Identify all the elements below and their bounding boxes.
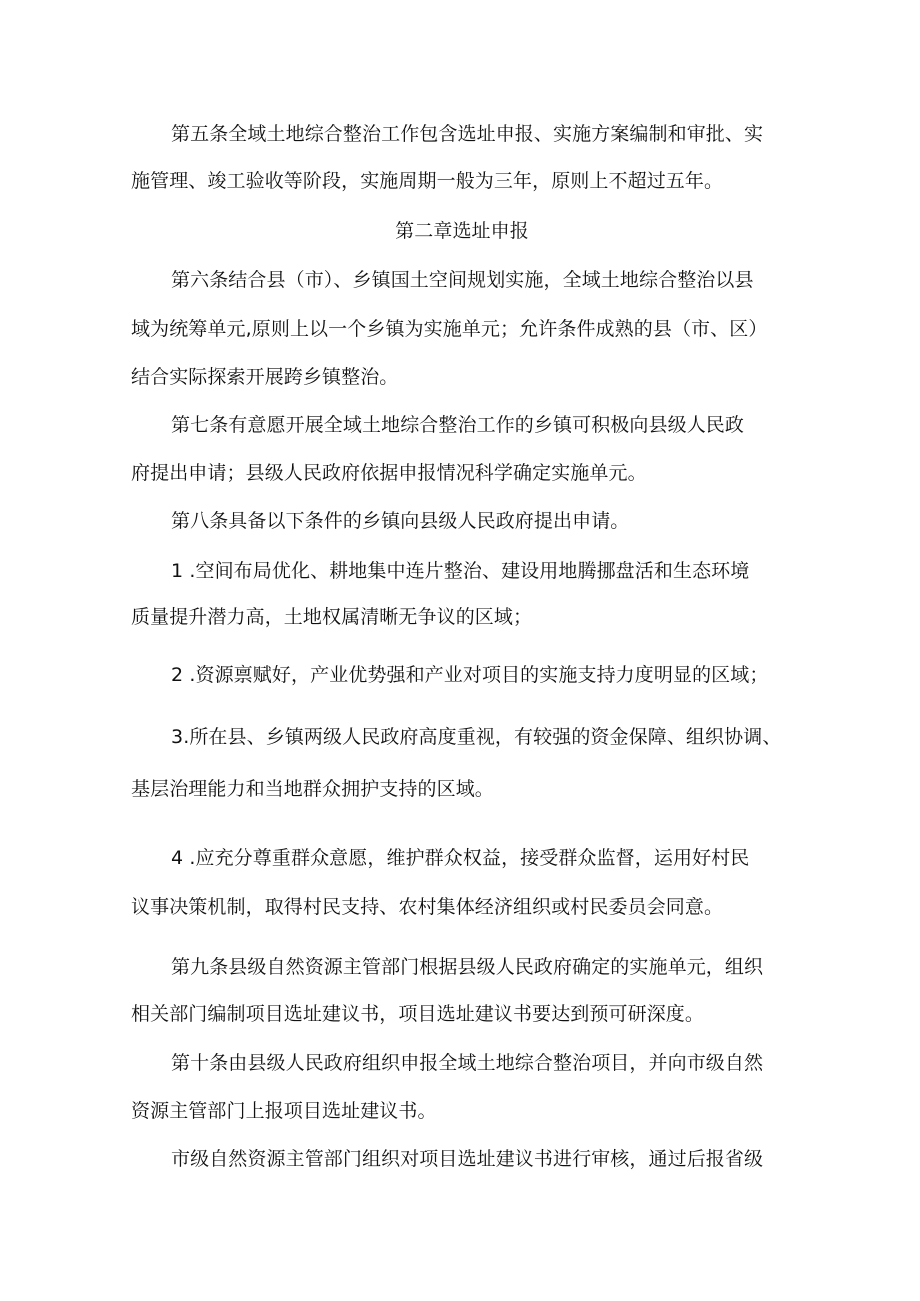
article-5-line-1: 第五条全域土地综合整治工作包含选址申报、实施方案编制和审批、实 xyxy=(171,123,764,145)
article-8-line-1: 第八条具备以下条件的乡镇向县级人民政府提出申请。 xyxy=(171,510,630,532)
article-9-line-1: 第九条县级自然资源主管部门根据县级人民政府确定的实施单元，组织 xyxy=(171,956,764,978)
article-6-line-3: 结合实际探索开展跨乡镇整治。 xyxy=(131,366,399,388)
article-5-line-2: 施管理、竣工验收等阶段，实施周期一般为三年，原则上不超过五年。 xyxy=(131,170,724,192)
chapter-heading: 第二章选址申报 xyxy=(395,220,529,242)
item-3-line-1: 3.所在县、乡镇两级人民政府高度重视，有较强的资金保障、组织协调、 xyxy=(171,726,782,748)
item-1-line-2: 质量提升潜力高，土地权属清晰无争议的区域； xyxy=(131,606,533,628)
item-4-line-2: 议事决策机制，取得村民支持、农村集体经济组织或村民委员会同意。 xyxy=(131,896,724,918)
article-10-para-2-line-1: 市级自然资源主管部门组织对项目选址建议书进行审核，通过后报省级 xyxy=(171,1148,764,1170)
article-9-line-2: 相关部门编制项目选址建议书，项目选址建议书要达到预可研深度。 xyxy=(131,1003,705,1025)
item-4-line-1: 4 .应充分尊重群众意愿，维护群众权益，接受群众监督，运用好村民 xyxy=(171,847,750,869)
article-10-line-1: 第十条由县级人民政府组织申报全域土地综合整治项目，并向市级自然 xyxy=(171,1052,764,1074)
article-10-line-2: 资源主管部门上报项目选址建议书。 xyxy=(131,1100,437,1122)
article-7-line-2: 府提出申请；县级人民政府依据申报情况科学确定实施单元。 xyxy=(131,462,647,484)
item-3-line-2: 基层治理能力和当地群众拥护支持的区域。 xyxy=(131,778,494,800)
article-6-line-1: 第六条结合县（市）、乡镇国土空间规划实施，全域土地综合整治以县 xyxy=(171,269,754,291)
article-6-line-2: 域为统筹单元,原则上以一个乡镇为实施单元；允许条件成熟的县（市、区） xyxy=(131,318,768,340)
article-7-line-1: 第七条有意愿开展全域土地综合整治工作的乡镇可积极向县级人民政 xyxy=(171,414,745,436)
item-1-line-1: 1 .空间布局优化、耕地集中连片整治、建设用地腾挪盘活和生态环境 xyxy=(171,560,750,582)
item-2-line-1: 2 .资源禀赋好，产业优势强和产业对项目的实施支持力度明显的区域； xyxy=(171,664,769,686)
